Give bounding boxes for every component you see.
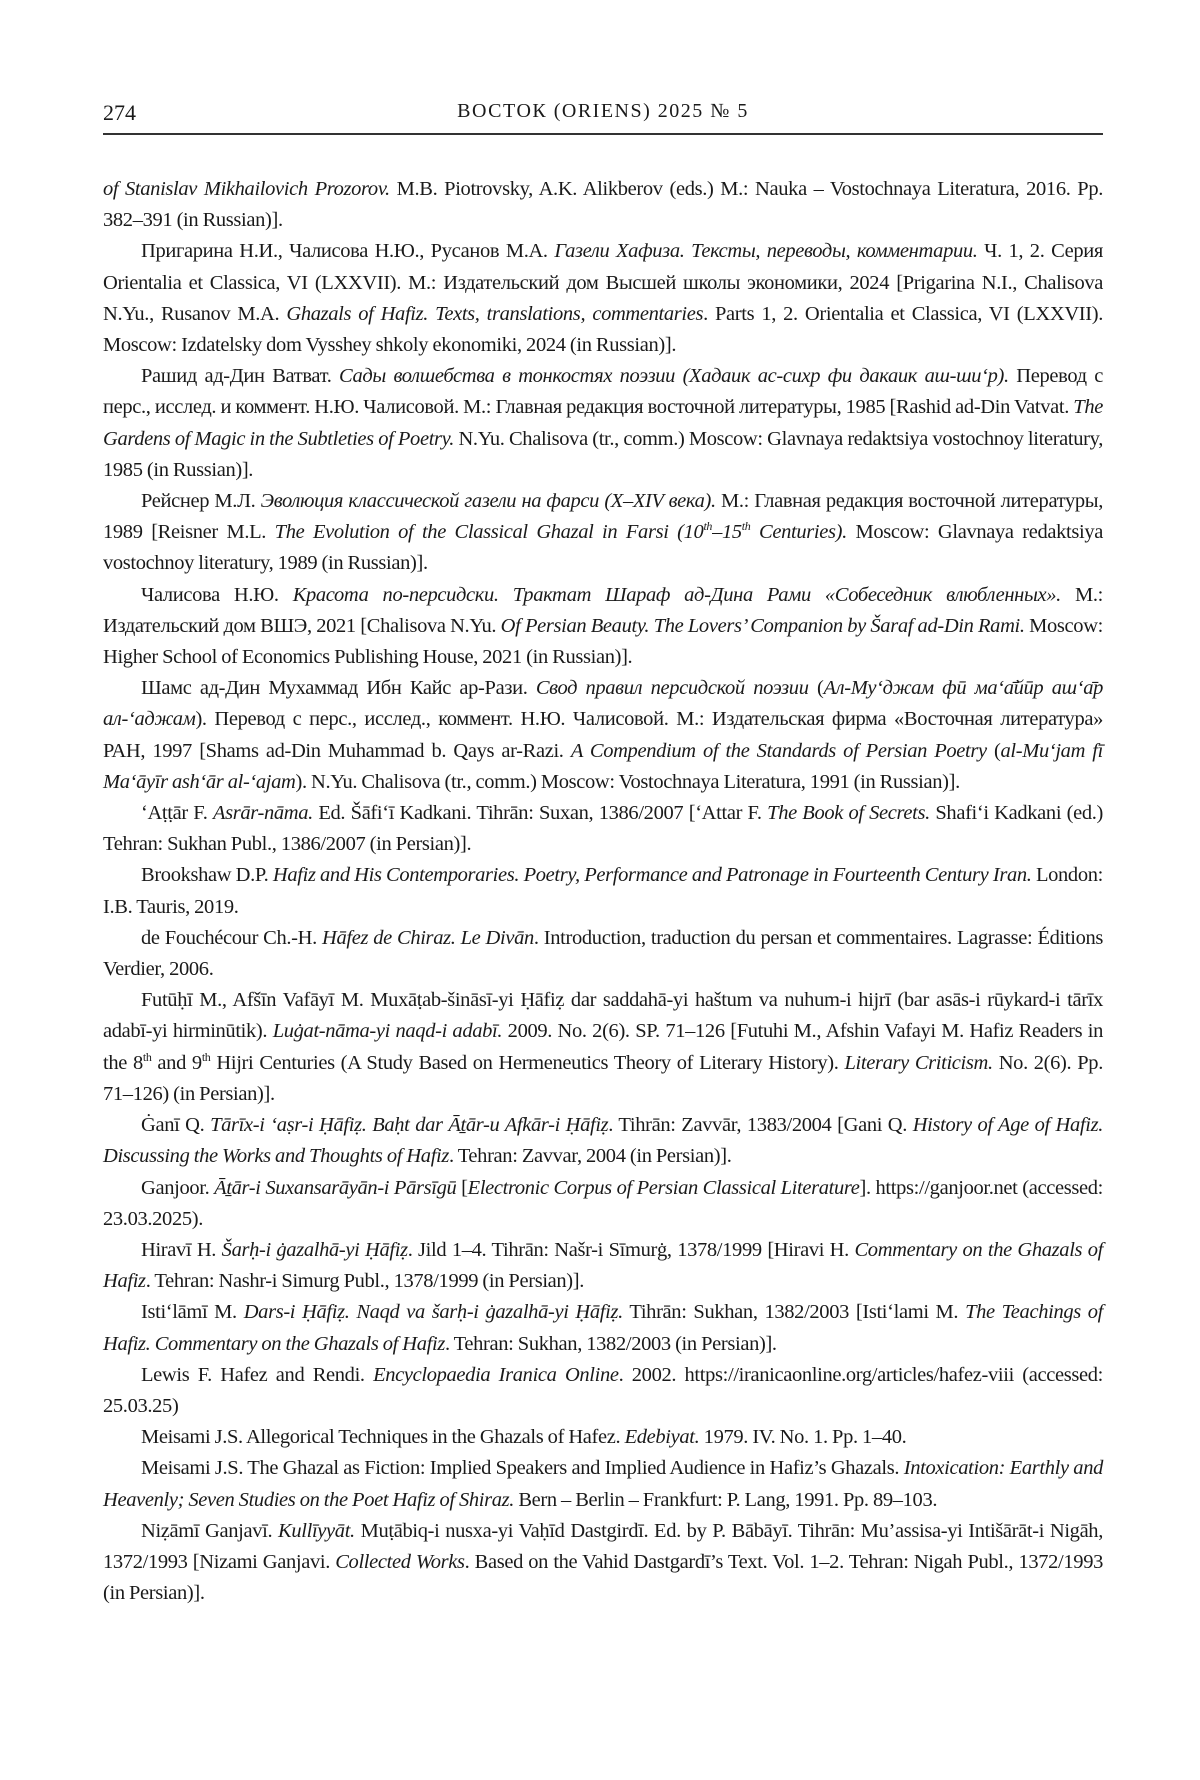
reference-title-italic: Газели Хафиза. Тексты, переводы, комментарии.	[554, 240, 977, 262]
reference-text: . Tehran: Sukhan, 1382/2003 (in Persian)].	[445, 1333, 777, 1355]
reference-text: . Based on the Vahid Dastgardī’s Text. Vol. 1–2. Tehran: Nigah Publ., 1372/1993 (in Persian)].	[103, 1551, 1103, 1604]
reference-text: Meisami J.S. The Ghazal as Fiction: Implied Speakers and Implied Audience in Hafiz’s Ghazals.	[141, 1457, 904, 1479]
reference-title-italic: The Book of Secrets.	[767, 802, 930, 824]
reference-text: [	[456, 1177, 467, 1199]
reference-entry	[103, 673, 1103, 798]
reference-text: 1979. IV. No. 1. Pp. 1–40.	[699, 1426, 906, 1448]
reference-text: Moscow: Higher School of Economics Publishing House, 2021 (in Russian)].	[103, 615, 1103, 668]
reference-text: Muṭābiq-i nusxa-yi Vaḥīd Dastgirdī. Ed. by P. Bābāyī. Tihrān: Mu’assisa-yi Intišārāt-i Nigāh, 1372/1993 [Nizami Ganjavi.	[103, 1520, 1103, 1573]
reference-text: (	[809, 677, 824, 699]
reference-entry	[103, 1297, 1103, 1359]
reference-title-italic: Luġat-nāma-yi naqd-i adabī.	[273, 1020, 502, 1042]
reference-text: Пригарина Н.И., Чалисова Н.Ю., Русанов М.А.	[141, 240, 554, 262]
reference-title-italic: History of Age of Hafiz. Discussing the Works and Thoughts of Hafiz	[103, 1114, 1103, 1167]
reference-title-italic: Kullīyyāt.	[278, 1520, 355, 1542]
reference-entry	[103, 1422, 1103, 1453]
reference-entry	[103, 361, 1103, 486]
reference-text: Meisami J.S. Allegorical Techniques in the Ghazals of Hafez.	[141, 1426, 625, 1448]
reference-title-italic: Electronic Corpus of Persian Classical Literature	[468, 1177, 860, 1199]
superscript: th	[143, 1050, 152, 1064]
reference-text: . Tihrān: Zavvār, 1383/2004 [Gani Q.	[608, 1114, 912, 1136]
reference-title-italic: The Gardens of Magic in the Subtleties of Poetry.	[103, 396, 1103, 449]
reference-text: ‘Aṭṭār F.	[141, 802, 213, 824]
reference-text: M.B. Piotrovsky, A.K. Alikberov (eds.) M.: Nauka – Vostochnaya Literatura, 2016. Pp. 382–391 (in Russian)].	[103, 178, 1103, 231]
reference-title-italic: A Compendium of the Standards of Persian Poetry	[571, 740, 987, 762]
reference-title-italic: Tārīx-i ‘aṣr-i Ḥāfiẓ. Baḥt dar Āṯār-u Afkār-i Ḥāfiẓ	[210, 1114, 608, 1136]
reference-text: . Jild 1–4. Tihrān: Našr-i Sīmurġ, 1378/1999 [Hiravi H.	[408, 1239, 855, 1261]
reference-text: . Tehran: Nashr-i Simurg Publ., 1378/1999 (in Persian)].	[146, 1270, 584, 1292]
reference-text: Shafi‘i Kadkani (ed.) Tehran: Sukhan Publ., 1386/2007 (in Persian)].	[103, 802, 1103, 855]
reference-title-italic: Of Persian Beauty. The Lovers’ Companion by Šaraf ad-Din Rami.	[501, 615, 1025, 637]
reference-text: Bern – Berlin – Frankfurt: P. Lang, 1991. Pp. 89–103.	[514, 1489, 937, 1511]
reference-title-italic: –15	[712, 521, 742, 543]
reference-text: Niẓāmī Ganjavī.	[141, 1520, 278, 1542]
reference-text: and 9	[151, 1052, 201, 1074]
reference-title-italic: Dars-i Ḥāfiẓ. Naqd va šarḥ-i ġazalhā-yi Ḥāfiẓ.	[244, 1301, 623, 1323]
reference-text: Moscow: Glavnaya redaktsiya vostochnoy literatury, 1989 (in Russian)].	[103, 521, 1103, 574]
reference-title-italic: of Stanislav Mikhailovich Prozorov.	[103, 178, 390, 200]
reference-text: Hijri Centuries (A Study Based on Hermeneutics Theory of Literary History).	[210, 1052, 844, 1074]
reference-text: Isti‘lāmī M.	[141, 1301, 244, 1323]
reference-entry	[103, 1235, 1103, 1297]
reference-text: Ч. 1, 2. Серия Orientalia et Classica, VI (LXXVII). М.: Издательский дом Высшей школы экономики, 2024 [Prigarina N.I., Chalisova N.Yu., Rusanov M.A.	[103, 240, 1103, 324]
reference-text: ]. https://ganjoor.net (accessed: 23.03.2025).	[103, 1177, 1103, 1230]
reference-list	[103, 174, 1103, 1609]
page-number: 274	[103, 100, 136, 126]
reference-text: Lewis F. Hafez and Rendi.	[141, 1364, 373, 1386]
reference-title-italic: Сады волшебства в тонкостях поэзии (Хадаик ас-сихр фи дакаик аш-ши‘р).	[339, 365, 1009, 387]
reference-text: Рашид ад-Дин Ватват.	[141, 365, 339, 387]
reference-entry	[103, 923, 1103, 985]
reference-text: 2009. No. 2(6). SP. 71–126 [Futuhi M., Afshin Vafayi M. Hafiz Readers in the 8	[103, 1020, 1103, 1073]
reference-title-italic: Ghazals of Hafiz. Texts, translations, commentaries	[286, 303, 703, 325]
reference-title-italic: al-Mu‘jam fī Ma‘āyīr ash‘ār al-‘ajam	[103, 740, 1103, 793]
reference-entry	[103, 174, 1103, 236]
reference-text: . Tehran: Zavvar, 2004 (in Persian)].	[449, 1145, 732, 1167]
reference-title-italic: Красота по-персидски. Трактат Шараф ад-Дина Рами «Собеседник влюбленных».	[293, 584, 1061, 606]
reference-text: М.: Издательский дом ВШЭ, 2021 [Chalisova N.Yu.	[103, 584, 1103, 637]
reference-title-italic: The Teachings of Hafiz. Commentary on the Ghazals of Hafiz	[103, 1301, 1103, 1354]
reference-title-italic: Collected Works	[335, 1551, 464, 1573]
running-title: ВОСТОК (ORIENS) 2025 № 5	[103, 100, 1103, 123]
reference-entry	[103, 580, 1103, 674]
reference-text: Шамс ад-Дин Мухаммад Ибн Кайс ар-Рази.	[141, 677, 536, 699]
reference-title-italic: Intoxication: Earthly and Heavenly; Seven Studies on the Poet Hafiz of Shiraz.	[103, 1457, 1103, 1510]
reference-text: Ganjoor.	[141, 1177, 214, 1199]
reference-text: de Fouchécour Ch.-H.	[141, 927, 322, 949]
superscript: th	[742, 519, 751, 533]
reference-text: ). Перевод с перс., исслед., коммент. Н.Ю. Чалисовой. М.: Издательская фирма «Восточная литература» РАН, 1997 [Shams ad-Din Muhammad b. Qays ar-Razi.	[103, 708, 1103, 761]
reference-entry	[103, 798, 1103, 860]
reference-entry	[103, 1360, 1103, 1422]
reference-title-italic: Šarḥ-i ġazalhā-yi Ḥāfiẓ	[222, 1239, 408, 1261]
reference-text: Ġanī Q.	[141, 1114, 210, 1136]
reference-text: No. 2(6). Pp. 71–126) (in Persian)].	[103, 1052, 1103, 1105]
reference-title-italic: Edebiyat.	[625, 1426, 700, 1448]
reference-entry	[103, 1173, 1103, 1235]
reference-text: . 2002. https://iranicaonline.org/articles/hafez-viii (accessed: 25.03.25)	[103, 1364, 1103, 1417]
reference-title-italic: Ал-Му‘джам фӣ ма‘а̄йӣр аш‘а̄р ал-‘аджам	[103, 677, 1103, 730]
superscript: th	[202, 1050, 211, 1064]
reference-title-italic: Эволюция классической газели на фарси (X–XIV века).	[261, 490, 716, 512]
reference-text: N.Yu. Chalisova (tr., comm.) Moscow: Glavnaya redaktsiya vostochnoy literatury, 1985 (in Russian)].	[103, 428, 1103, 481]
reference-title-italic: Asrār-nāma.	[213, 802, 313, 824]
reference-title-italic: Āṯār-i Suxansarāyān-i Pārsīgū	[214, 1177, 456, 1199]
reference-text: Tihrān: Sukhan, 1382/2003 [Isti‘lami M.	[623, 1301, 965, 1323]
reference-title-italic: Commentary on the Ghazals of Hafiz	[103, 1239, 1103, 1292]
reference-title-italic: Encyclopaedia Iranica Online	[373, 1364, 619, 1386]
reference-text: Рейснер М.Л.	[141, 490, 261, 512]
page-header	[103, 100, 1103, 135]
reference-entry	[103, 985, 1103, 1110]
reference-entry	[103, 236, 1103, 361]
reference-text: Hiravī H.	[141, 1239, 222, 1261]
reference-entry	[103, 486, 1103, 580]
reference-title-italic: Hafiz and His Contemporaries. Poetry, Performance and Patronage in Fourteenth Century Iran.	[273, 864, 1032, 886]
reference-text: London: I.B. Tauris, 2019.	[103, 864, 1103, 917]
reference-text: Чалисова Н.Ю.	[141, 584, 293, 606]
reference-text: Brookshaw D.P.	[141, 864, 273, 886]
reference-title-italic: Hāfez de Chiraz. Le Divān	[322, 927, 534, 949]
reference-title-italic: Свод правил персидской поэзии	[536, 677, 809, 699]
reference-title-italic: The Evolution of the Classical Ghazal in Farsi (10	[275, 521, 704, 543]
reference-entry	[103, 1110, 1103, 1172]
reference-text: Ed. Šāfi‘ī Kadkani. Tihrān: Suxan, 1386/2007 [‘Attar F.	[313, 802, 767, 824]
reference-entry	[103, 1516, 1103, 1610]
superscript: th	[703, 519, 712, 533]
reference-text: . Parts 1, 2. Orientalia et Classica, VI (LXXVII). Moscow: Izdatelsky dom Vysshey shkoly ekonomiki, 2024 (in Russian)].	[103, 303, 1103, 356]
reference-title-italic: Literary Criticism.	[844, 1052, 992, 1074]
reference-text: ). N.Yu. Chalisova (tr., comm.) Moscow: Vostochnaya Literatura, 1991 (in Russian)].	[296, 771, 960, 793]
reference-text: М.: Главная редакция восточной литературы, 1989 [Reisner M.L.	[103, 490, 1103, 543]
reference-text: Futūḥī M., Afšīn Vafāyī M. Muxāṭab-šināsī-yi Ḥāfiẓ dar saddahā-yi haštum va nuhum-i hijrī (bar asās-i rūykard-i tārīx adabī-yi hirminūtik).	[103, 989, 1103, 1042]
reference-text: Перевод с перс., исслед. и коммент. Н.Ю. Чалисовой. М.: Главная редакция восточной литературы, 1985 [Rashid ad-Din Vatvat.	[103, 365, 1103, 418]
reference-title-italic: Centuries).	[750, 521, 846, 543]
reference-entry	[103, 1453, 1103, 1515]
reference-text: (	[987, 740, 1001, 762]
reference-text: . Introduction, traduction du persan et commentaires. Lagrasse: Éditions Verdier, 2006.	[103, 927, 1103, 980]
reference-entry	[103, 860, 1103, 922]
